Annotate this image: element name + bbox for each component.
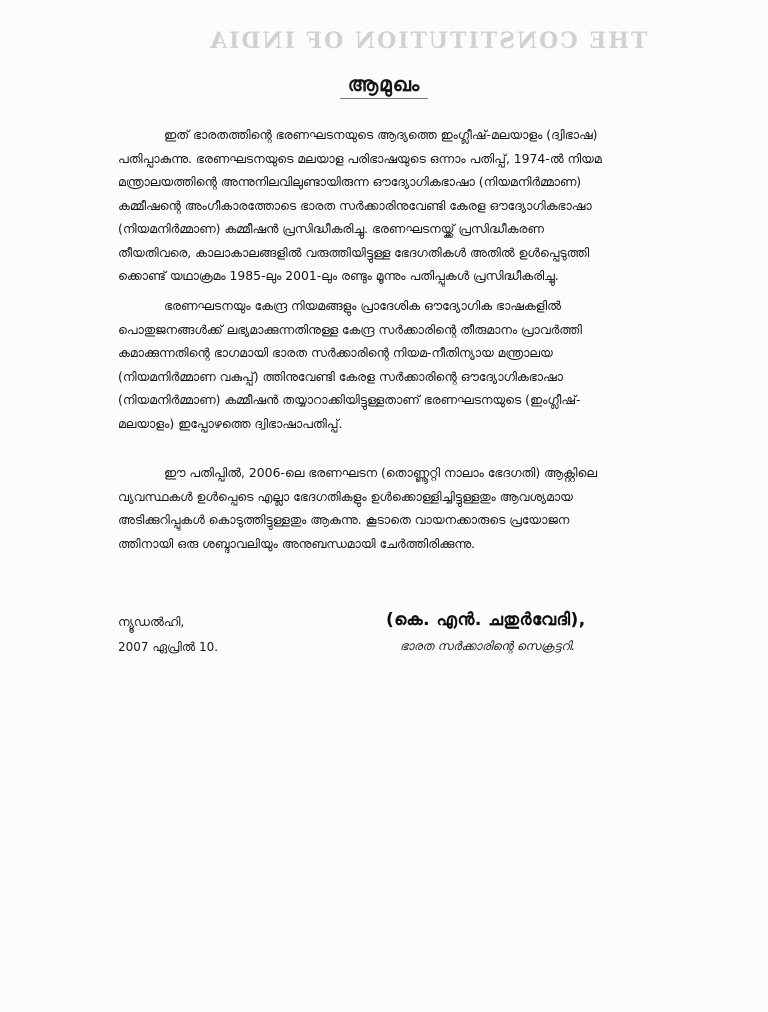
paragraph-line: മന്ത്രാലയത്തിന്റെ അന്നുനിലവിലുണ്ടായിരുന്ന ഔദ്യോഗികഭാഷാ (നിയമനിർമ്മാണ) <box>118 174 582 189</box>
paragraph-line: കമ്മീഷന്റെ അംഗീകാരത്തോടെ ഭാരത സർക്കാരിനുവേണ്ടി കേരള ഔദ്യോഗികഭാഷാ <box>118 197 592 213</box>
paragraph-line: തീയതിവരെ, കാലാകാലങ്ങളിൽ വരുത്തിയിട്ടുള്ള ഭേദഗതികൾ അതിൽ ഉൾപ്പെടുത്തി <box>118 244 590 260</box>
signature-date: 2007 ഏപ്രിൽ 10. <box>118 640 219 654</box>
paragraph-line: ഇത് ഭാരതത്തിന്റെ ഭരണഘടനയുടെ ആദ്യത്തെ ഇംഗ്ലീഷ്-മലയാളം (ദ്വിഭാഷ) <box>164 127 598 142</box>
paragraph-line: (നിയമനിർമ്മാണ) കമ്മീഷൻ പ്രസിദ്ധീകരിച്ചു. ഭരണഘടനയ്ക്ക് പ്രസിദ്ധീകരണ <box>118 221 544 236</box>
bleed-through-lines <box>300 560 600 584</box>
paragraph-line: പൊതുജനങ്ങൾക്ക് ലഭ്യമാക്കുന്നതിനുള്ള കേന്ദ്ര സർക്കാരിന്റെ തീരുമാനം പ്രാവർത്തി <box>118 321 582 337</box>
paragraph-line: ഈ പതിപ്പിൽ, 2006-ലെ ഭരണഘടന (തൊണ്ണൂറ്റി നാലാം ഭേദഗതി) ആക്റ്റിലെ <box>164 465 597 480</box>
paragraph-line: (നിയമനിർമ്മാണ വകുപ്പ്) ത്തിനുവേണ്ടി കേരള സർക്കാരിന്റെ ഔദ്യോഗികഭാഷാ <box>118 368 563 384</box>
paragraph-line: ഭരണഘടനയും കേന്ദ്ര നിയമങ്ങളും പ്രാദേശിക ഔദ്യോഗിക ഭാഷകളിൽ <box>164 298 561 313</box>
paragraph-line: അടിക്കുറിപ്പുകൾ കൊടുത്തിട്ടുള്ളതും ആകുന്നു. കൂടാതെ വായനക്കാരുടെ പ്രയോജന <box>118 512 570 527</box>
title-wrap <box>0 72 768 99</box>
paragraph-line: ത്തിനായി ഒരു ശബ്ദാവലിയും അനുബന്ധമായി ചേർത്തിരിക്കുന്നു. <box>118 535 476 551</box>
paragraph-line: (നിയമനിർമ്മാണ) കമ്മീഷൻ തയ്യാറാക്കിയിട്ടുള്ളതാണ് ഭരണഘടനയുടെ (ഇംഗ്ലീഷ്- <box>118 392 581 407</box>
signature-place: ന്യൂഡൽഹി, <box>118 614 185 629</box>
page-title: ആമുഖം <box>340 72 429 99</box>
bleed-header-text: THE CONSTITUTION OF INDIA <box>208 28 648 54</box>
signatory-name: (കെ. എൻ. ചതുർവേദി), <box>386 610 586 630</box>
paragraph-line: കമാക്കുന്നതിന്റെ ഭാഗമായി ഭാരത സർക്കാരിന്റെ നിയമ-നീതിന്യായ മന്ത്രാലയ <box>118 345 553 360</box>
paragraph-line: പതിപ്പാകുന്നു. ഭരണഘടനയുടെ മലയാള പരിഭാഷയുടെ ഒന്നാം പതിപ്പ്, 1974-ൽ നിയമ <box>118 150 602 166</box>
paragraph-line: ക്കൊണ്ട് യഥാക്രമം 1985-ലും 2001-ലും രണ്ടും മൂന്നും പതിപ്പുകൾ പ്രസിദ്ധീകരിച്ചു. <box>118 268 559 283</box>
paragraph-line: വ്യവസ്ഥകൾ ഉൾപ്പെടെ എല്ലാ ഭേദഗതികളും ഉൾക്കൊള്ളിച്ചിട്ടുള്ളതും ആവശ്യമായ <box>118 488 573 504</box>
paragraph-line: മലയാളം) ഇപ്പോഴത്തെ ദ്വിഭാഷാപതിപ്പ്. <box>118 415 343 431</box>
paragraph-1 <box>118 123 648 288</box>
bleed-through-header <box>208 28 647 54</box>
paragraph-3 <box>118 461 648 555</box>
paragraph-2 <box>118 294 648 435</box>
signatory-designation: ഭാരത സർക്കാരിന്റെ സെക്രട്ടറി. <box>400 639 576 653</box>
